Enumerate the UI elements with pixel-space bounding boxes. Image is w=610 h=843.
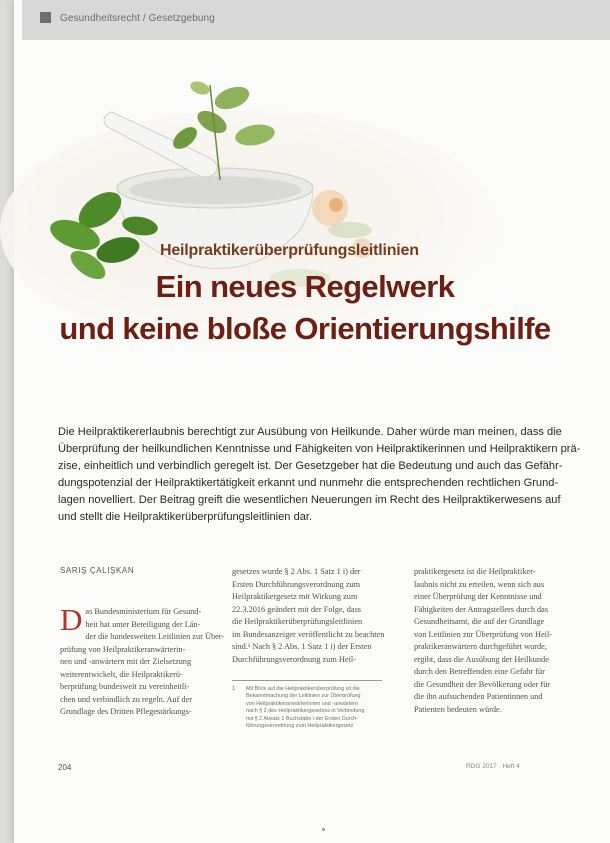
photo-credit bbox=[596, 104, 605, 188]
body-line: berprüfung bundesweit zu vereinheitli- bbox=[60, 682, 190, 691]
body-line: ergibt, dass die Ausübung der Heilkunde bbox=[414, 654, 549, 664]
body-line: gesetzes wurde § 2 Abs. 1 Satz 1 i) der bbox=[232, 567, 361, 576]
body-line: einer Überprüfung der Kenntnisse und bbox=[414, 592, 542, 601]
body-line: Heilpraktikergesetz mit Wirkung zum bbox=[232, 592, 358, 601]
scan-artifact bbox=[322, 828, 325, 831]
body-line: im Bundesanzeiger veröffentlicht zu beachten bbox=[232, 629, 385, 639]
body-line: praktikergesetz ist die Heilpraktiker- bbox=[414, 567, 536, 576]
author-byline: SARIŞ ÇALIŞKAN bbox=[60, 566, 135, 575]
body-line: die ihn aufsuchenden Patientinnen und bbox=[414, 692, 543, 701]
footnote-number: 1 bbox=[232, 686, 236, 692]
section-label: Gesundheitsrecht / Gesetzgebung bbox=[60, 13, 215, 24]
body-line: prüfung von Heilpraktikeranwärterin- bbox=[60, 644, 186, 654]
footnote-line: führungsverordnung zum Heilpraktikergesetz bbox=[246, 723, 354, 730]
body-line: Durchführungsverordnung zum Heil- bbox=[232, 654, 356, 664]
body-line: die Heilpraktikerüberprüfungsleitlinien bbox=[232, 617, 363, 626]
dropcap: D bbox=[60, 602, 83, 637]
body-line: Ersten Durchführungsverordnung zum bbox=[232, 579, 361, 589]
headline-line-2: und keine bloße Orientierungshilfe bbox=[59, 311, 551, 346]
body-column-1 bbox=[60, 602, 225, 719]
footnote-line: nach § 2 des Heilpraktikergesetzes in Verbindung bbox=[246, 708, 365, 715]
body-column-2 bbox=[232, 566, 404, 666]
body-column-3 bbox=[414, 566, 574, 716]
section-marker bbox=[40, 12, 51, 23]
body-line: Fähigkeiten der Antragstellers durch das bbox=[414, 604, 549, 614]
footnote-text bbox=[246, 686, 390, 730]
body-line: Patienten bedeuten würde. bbox=[414, 704, 502, 714]
first-line bbox=[60, 602, 210, 637]
footnote-rule bbox=[232, 680, 382, 681]
body-line: praktikeranwärtern durchgeführt wurde, bbox=[414, 642, 547, 651]
body-line: heit hat unter Beteiligung der Län- bbox=[85, 619, 201, 629]
headline-line-1: Ein neues Regelwerk bbox=[155, 269, 455, 304]
article-headline bbox=[40, 266, 570, 350]
body-line: weiterentwickelt, die Heilpraktikerü- bbox=[60, 669, 183, 679]
footnote-line: mit § 2 Absatz 1 Buchstabe i der Ersten Durch- bbox=[246, 715, 359, 722]
body-line: durch den Betreffenden eine Gefahr für bbox=[414, 667, 545, 676]
lead-line: Überprüfung der heilkundlichen Kenntnisse und Fähigkeiten von Heilpraktikerinnen und Heilpraktikern prä- bbox=[58, 443, 581, 456]
body-line: sind.¹ Nach § 2 Abs. 1 Satz 1 i) der Ersten bbox=[232, 642, 372, 651]
body-line: nen und -anwärtern mit der Zielsetzung bbox=[60, 657, 192, 666]
article-kicker: Heilpraktikerüberprüfungsleitlinien bbox=[160, 242, 419, 259]
footnote-line: Bekanntmachung der Leitlinien zur Überprüfung bbox=[246, 693, 361, 700]
lead-paragraph bbox=[58, 424, 581, 527]
body-line: 22.3.2016 geändert mit der Folge, dass bbox=[232, 604, 362, 614]
lead-line: Die Heilpraktikererlaubnis berechtigt zur Ausübung von Heilkunde. Daher würde man meinen, dass die bbox=[58, 426, 562, 438]
footnote-line: Mit Blick auf die Heilpraktikerüberprüfung ist die bbox=[246, 686, 360, 692]
lead-line: lagen novelliert. Der Beitrag greift die wesentlichen Neuerungen im Recht des Heilpraktikerwesens auf bbox=[58, 494, 561, 507]
lead-line: und stellt die Heilpraktikerüberprüfungsleitlinien dar. bbox=[58, 511, 313, 524]
page-number: 204 bbox=[58, 763, 72, 772]
body-line: Gesundheitsamt, die auf der Grundlage bbox=[414, 617, 545, 626]
lead-line: dungspotenzial der Heilpraktikertätigkeit erkannt und nunmehr die entsprechenden rechtlichen Grund- bbox=[58, 477, 559, 490]
body-line: Grundlage des Dritten Pflegestärkungs- bbox=[60, 707, 192, 716]
journal-footer: RDG 2017 · Heft 4 bbox=[466, 763, 520, 770]
footnote-line: von Heilpraktikeranwärterinnen und -anwärtern bbox=[246, 700, 359, 707]
body-line: as Bundesministerium für Gesund- bbox=[85, 607, 202, 616]
body-line: laubnis nicht zu erteilen, wenn sich aus bbox=[414, 579, 545, 589]
body-line: der die bundesweiten Leitlinien zur Über- bbox=[85, 632, 225, 641]
lead-line: zise, einheitlich und verbindlich geregelt ist. Der Gesetzgeber hat die Bedeutung und auch das Gefähr- bbox=[58, 460, 563, 473]
body-line: die Gesundheit der Bevölkerung oder für bbox=[414, 679, 551, 689]
body-line: von Leitlinien zur Überprüfung von Heil- bbox=[414, 629, 553, 639]
body-line: chen und verbindlich zu regeln. Auf der bbox=[60, 694, 193, 704]
